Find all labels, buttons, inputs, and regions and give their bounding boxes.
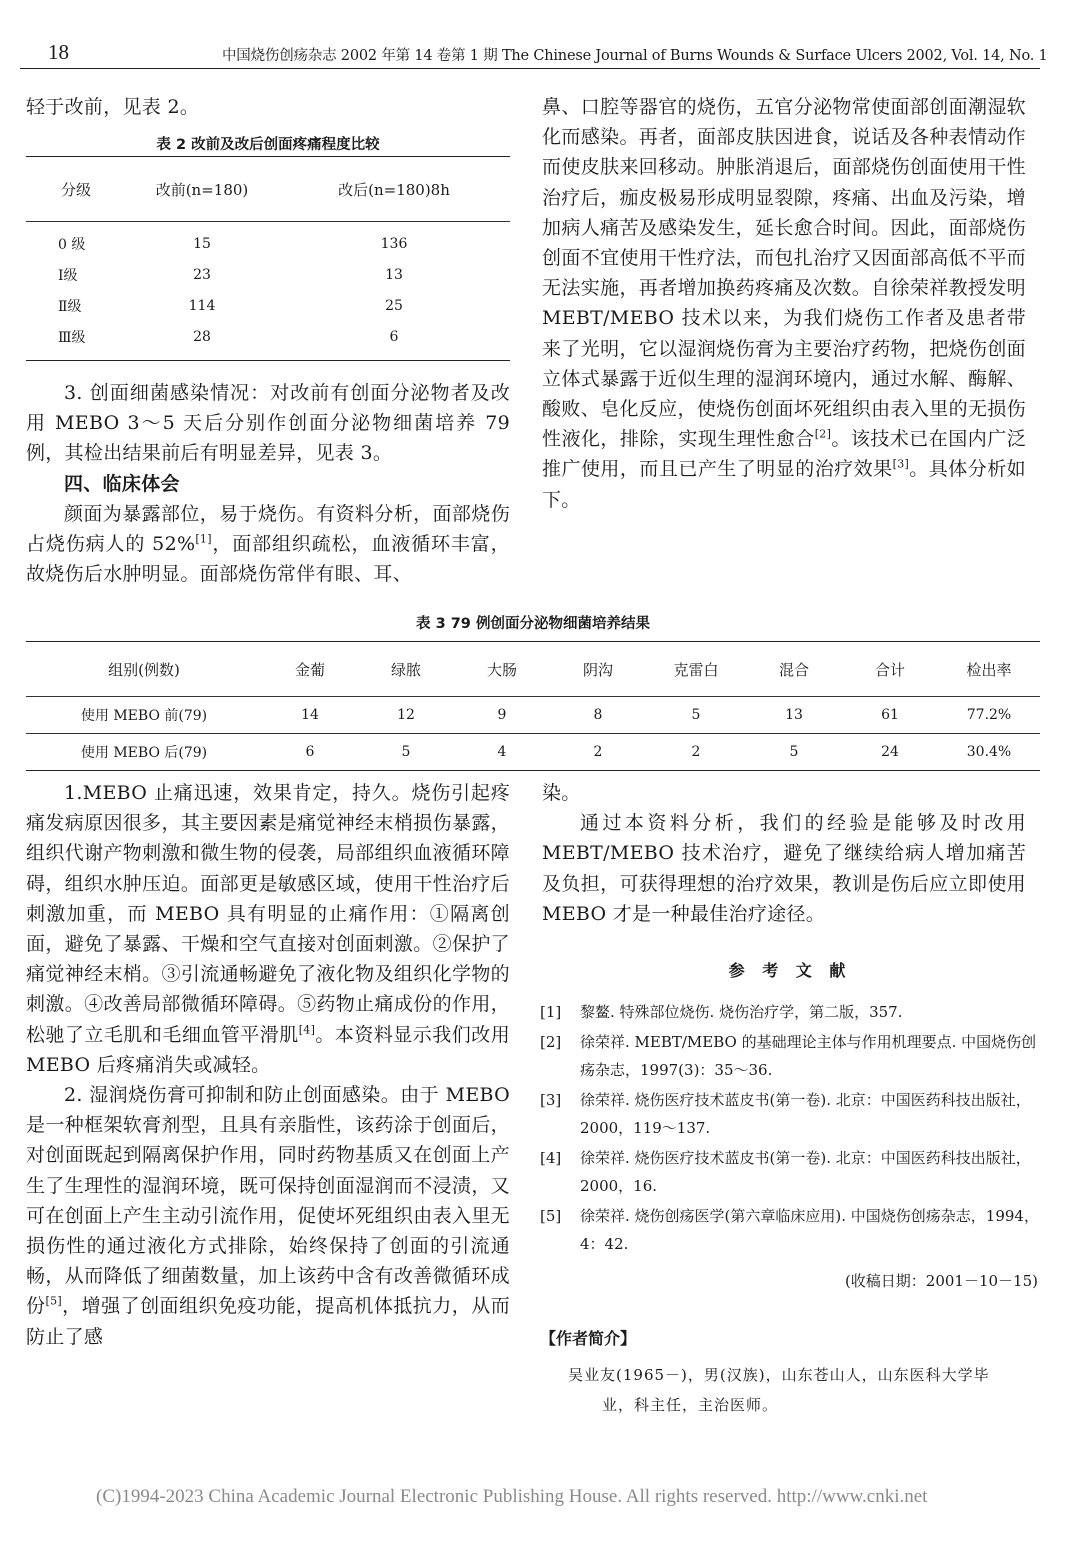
reference-text: 徐荣祥. MEBT/MEBO 的基础理论主体与作用机理要点. 中国烧伤创疡杂志，1997(3)：35～36. xyxy=(580,1033,1037,1079)
table-header-cell: 克雷白 xyxy=(646,642,746,697)
table-cell: Ⅱ级 xyxy=(58,298,82,315)
table-header-cell: 大肠 xyxy=(454,642,550,697)
text-run: 。本资料显示我们改用 MEBO 后疼痛消失或减轻。 xyxy=(26,1023,510,1076)
reference-list xyxy=(540,998,1040,1260)
table-cell: 13 xyxy=(385,266,403,283)
table-cell: 5 xyxy=(401,744,411,760)
table-cell: 6 xyxy=(305,744,315,760)
reference-number: [3] xyxy=(540,1091,562,1109)
table-cell: 4 xyxy=(497,744,507,760)
table-cell: 0 级 xyxy=(58,236,86,253)
table2-caption: 表 2 改前及改后创面疼痛程度比较 xyxy=(156,137,380,153)
table-cell: Ⅰ级 xyxy=(58,267,78,284)
citation: [1] xyxy=(195,532,212,546)
reference-number: [4] xyxy=(540,1149,562,1167)
citation: [4] xyxy=(298,1023,316,1037)
author-bio xyxy=(568,1360,1030,1420)
copyright-footer: (C)1994-2023 China Academic Journal Electronic Publishing House. All rights reserved. http://www.cnki.net xyxy=(96,1486,928,1507)
paragraph: 3. 创面细菌感染情况：对改前有创面分泌物者及改用 MEBO 3～5 天后分别作创面分泌物细菌培养 79 例，其检出结果前后有明显差异，见表 3。 xyxy=(26,382,510,465)
table-header-cell: 改后(n=180)8h xyxy=(278,157,510,222)
table-header-cell: 改前(n=180) xyxy=(126,157,278,222)
paragraph xyxy=(542,92,1026,515)
table-cell: 8 xyxy=(550,697,646,734)
citation: [3] xyxy=(892,458,910,472)
running-head: 中国烧伤创疡杂志 2002 年第 14 卷第 1 期 The Chinese Journal of Burns Wounds & Surface Ulcers 2002, Vol. 14, No. 1 xyxy=(222,48,1048,64)
table-cell: 61 xyxy=(842,697,938,734)
reference-number: [5] xyxy=(540,1207,562,1225)
table-cell: 12 xyxy=(358,697,454,734)
table3-caption: 表 3 79 例创面分泌物细菌培养结果 xyxy=(416,616,650,632)
table-cell: 5 xyxy=(646,697,746,734)
table-cell: 23 xyxy=(193,266,211,283)
text-run: 1.MEBO 止痛迅速，效果肯定，持久。烧伤引起疼痛发病原因很多，其主要因素是痛觉神经末梢损伤暴露，组织代谢产物刺激和微生物的侵袭，局部组织血液循环障碍，组织水肿压迫。面部更是敏感区域，使用干性治疗后刺激加重，而 MEBO 具有明显的止痛作用：①隔离创面，避免了暴露、干燥和空气直接对创面刺激。②保护了痛觉神经末梢。③引流通畅避免了液化物及组织化学物的刺激。④改善局部微循环障碍。⑤药物止痛成份的作用，松驰了立毛肌和毛细血管平滑肌 xyxy=(26,782,510,1046)
table-cell: 使用 MEBO 前(79) xyxy=(26,697,262,734)
reference-item xyxy=(540,1086,1040,1142)
reference-item xyxy=(540,1202,1040,1258)
table-cell: 30.4% xyxy=(966,744,1012,760)
table-cell: 77.2% xyxy=(938,697,1040,734)
table-cell: 5 xyxy=(789,744,799,760)
table-cell: 2 xyxy=(691,744,701,760)
table-row xyxy=(26,290,510,321)
right-bottom-text xyxy=(542,778,1026,929)
author-bio-line: 吴业友(1965－)，男(汉族)，山东苍山人，山东医科大学毕 xyxy=(568,1366,990,1384)
text-run: ，增强了创面组织免疫功能，提高机体抵抗力，从而防止了感 xyxy=(26,1295,510,1348)
left-bottom-text xyxy=(26,778,510,1352)
table-cell: 15 xyxy=(193,235,211,252)
table-cell: 14 xyxy=(262,697,358,734)
table-cell: 136 xyxy=(380,235,408,252)
table-header-cell: 合计 xyxy=(842,642,938,697)
table-cell: 2 xyxy=(593,744,603,760)
left-top-text xyxy=(26,92,510,122)
reference-item xyxy=(540,1144,1040,1200)
table-cell: 28 xyxy=(193,328,211,345)
paragraph xyxy=(26,778,510,1080)
text-run: ，面部组织疏松，血液循环丰富，故烧伤后水肿明显。面部烧伤常伴有眼、耳、 xyxy=(26,533,510,586)
citation: [2] xyxy=(814,427,832,441)
text-run: 。具体分析如下。 xyxy=(542,458,1026,511)
reference-item xyxy=(540,998,1040,1026)
table3 xyxy=(26,641,1040,771)
table-header-cell: 混合 xyxy=(746,642,842,697)
table-header-cell: 金葡 xyxy=(262,642,358,697)
table-cell: 24 xyxy=(881,744,899,760)
paragraph: 轻于改前，见表 2。 xyxy=(26,96,200,118)
reference-text: 黎鳌. 特殊部位烧伤. 烧伤治疗学，第二版，357. xyxy=(580,1003,903,1021)
reference-text: 徐荣祥. 烧伤创疡医学(第六章临床应用). 中国烧伤创疡杂志，1994，4：42. xyxy=(580,1207,1039,1253)
table-row xyxy=(26,734,1040,771)
text-run: 。该技术已在国内广泛推广使用，而且已产生了明显的治疗效果 xyxy=(542,428,1026,481)
table-cell: 6 xyxy=(389,328,399,345)
left-mid-text xyxy=(26,378,510,589)
paragraph: 染。 xyxy=(542,782,581,804)
table-header-row xyxy=(26,157,510,222)
reference-number: [2] xyxy=(540,1033,562,1051)
table-row xyxy=(26,321,510,361)
table-header-cell: 检出率 xyxy=(938,642,1040,697)
right-top-text xyxy=(542,92,1026,515)
section-heading: 四、临床体会 xyxy=(64,472,180,495)
paragraph xyxy=(26,499,510,590)
received-date: (收稿日期：2001－10－15) xyxy=(844,1272,1038,1290)
text-run: 鼻、口腔等器官的烧伤，五官分泌物常使面部创面潮湿软化而感染。再者，面部皮肤因进食，说话及各种表情动作而使皮肤来回移动。肿胀消退后，面部烧伤创面使用干性治疗后，痂皮极易形成明显裂隙，疼痛、出血及污染，增加病人痛苦及感染发生，延长愈合时间。因此，面部烧伤创面不宜使用干性疗法，而包扎治疗又因面部高低不平而无法实施，再者增加换药疼痛及次数。自徐荣祥教授发明 MEBT/MEBO 技术以来，为我们烧伤工作者及患者带来了光明，它以湿润烧伤膏为主要治疗药物，把烧伤创面立体式暴露于近似生理的湿润环境内，通过水解、酶解、酸败、皂化反应，使烧伤创面坏死组织由表入里的无损伤性液化，排除，实现生理性愈合 xyxy=(542,96,1026,451)
table-row xyxy=(26,222,510,260)
header-rule xyxy=(20,68,1040,69)
paragraph xyxy=(26,1080,510,1352)
table-cell: 13 xyxy=(746,697,842,734)
page-number: 18 xyxy=(48,40,69,64)
citation: [5] xyxy=(45,1295,62,1309)
table-header-cell: 绿脓 xyxy=(358,642,454,697)
table-cell: Ⅲ级 xyxy=(58,329,86,346)
table-cell: 9 xyxy=(454,697,550,734)
table-header-row xyxy=(26,642,1040,697)
table-cell: 使用 MEBO 后(79) xyxy=(80,745,208,761)
author-bio-heading: 【作者简介】 xyxy=(540,1329,637,1348)
text-run: 2. 湿润烧伤膏可抑制和防止创面感染。由于 MEBO 是一种框架软膏剂型，且具有亲脂性，该药涂于创面后，对创面既起到隔离保护作用，同时药物基质又在创面上产生了生理性的湿润环境，既可保持创面湿润而不浸渍，又可在创面上产生主动引流作用，促使坏死组织由表入里无损伤性的通过液化方式排除，始终保持了创面的引流通畅，从而降低了细菌数量，加上该药中含有改善微循环成份 xyxy=(26,1084,510,1318)
references-title: 参 考 文 献 xyxy=(728,961,852,980)
table-row xyxy=(26,259,510,290)
table-row xyxy=(26,697,1040,734)
table-header-cell: 阴沟 xyxy=(550,642,646,697)
table-cell: 25 xyxy=(385,297,403,314)
table2 xyxy=(26,156,510,361)
table-header-cell: 分级 xyxy=(26,157,126,222)
table-cell: 114 xyxy=(188,297,216,314)
reference-number: [1] xyxy=(540,1003,562,1021)
reference-text: 徐荣祥. 烧伤医疗技术蓝皮书(第一卷). 北京：中国医药科技出版社，2000，119～137. xyxy=(580,1091,1031,1137)
paragraph: 通过本资料分析，我们的经验是能够及时改用 MEBT/MEBO 技术治疗，避免了继续给病人增加痛苦及负担，可获得理想的治疗效果，教训是伤后应立即使用 MEBO 才是一种最佳治疗途径。 xyxy=(542,812,1026,925)
table-header-cell: 组别(例数) xyxy=(26,642,262,697)
author-bio-line: 业，科主任，主治医师。 xyxy=(602,1396,779,1414)
text-run: 颜面为暴露部位，易于烧伤。有资料分析，面部烧伤占烧伤病人的 52% xyxy=(26,502,510,556)
reference-text: 徐荣祥. 烧伤医疗技术蓝皮书(第一卷). 北京：中国医药科技出版社，2000，16. xyxy=(580,1149,1031,1195)
reference-item xyxy=(540,1028,1040,1084)
